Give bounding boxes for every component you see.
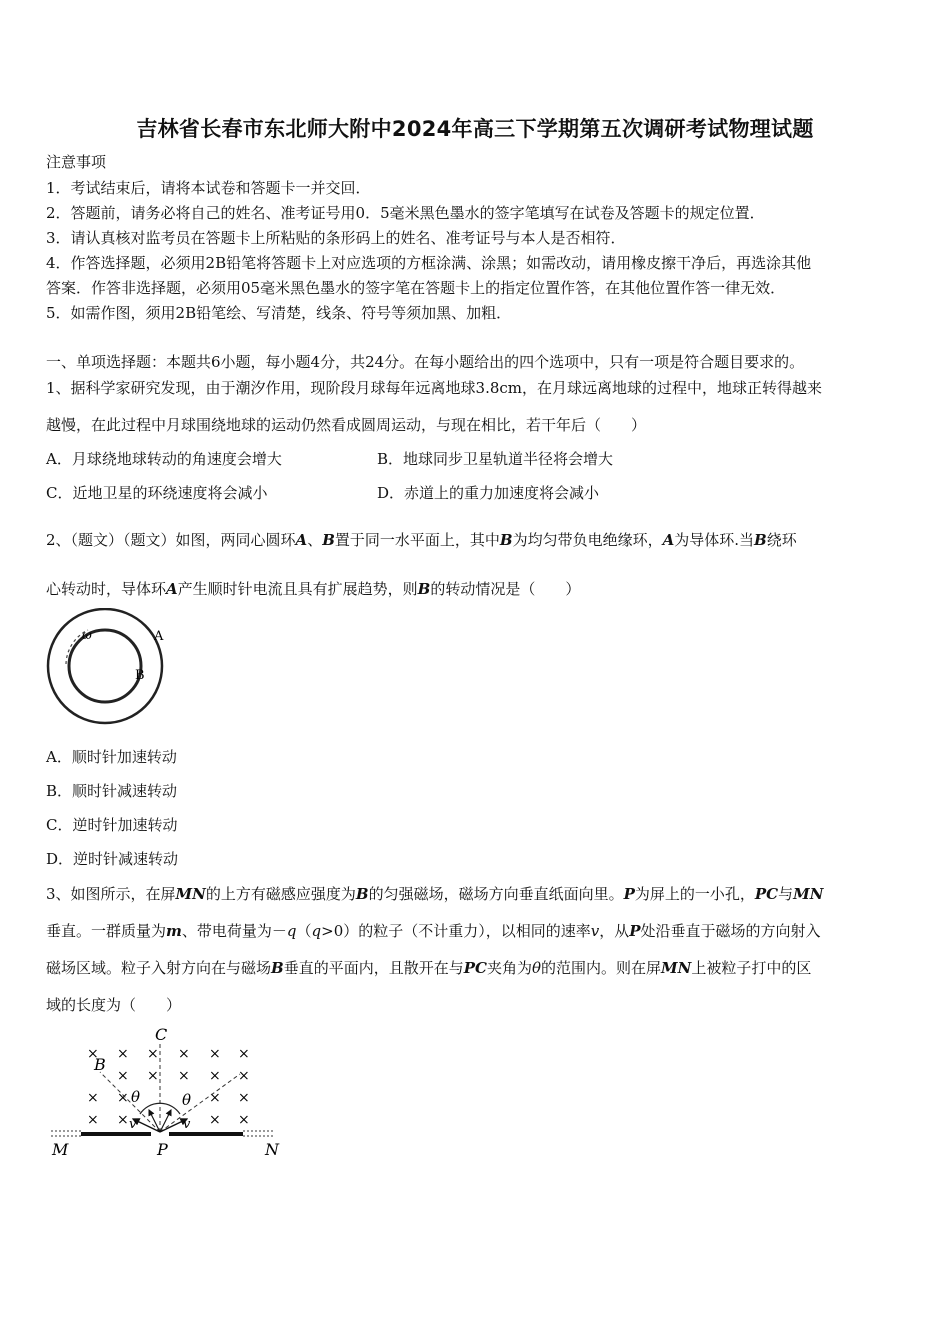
field-cross: × — [238, 1068, 250, 1084]
q3-stem-line4: 域的长度为（ ） — [46, 996, 182, 1014]
label-v-right: v — [183, 1117, 191, 1132]
q1-option-d[interactable]: D．赤道上的重力加速度将会减小 — [377, 484, 600, 502]
q3-stem-line2: 垂直。一群质量为m、带电荷量为－q（q>0）的粒子（不计重力），以相同的速率v，从P处沿垂直于磁场的方向射入 — [46, 922, 821, 940]
notice-item: 4．作答选择题，必须用2B铅笔将答题卡上对应选项的方框涂满、涂黑；如需改动，请用橡皮擦干净后，再选涂其他 — [46, 254, 812, 272]
q3-magnetic-field-figure — [45, 1022, 290, 1167]
field-cross: × — [238, 1090, 250, 1106]
field-cross: × — [117, 1046, 129, 1062]
notice-item: 3．请认真核对监考员在答题卡上所粘贴的条形码上的姓名、准考证号与本人是否相符． — [46, 229, 626, 247]
page-title: 吉林省长春市东北师大附中2024年高三下学期第五次调研考试物理试题 — [136, 117, 814, 141]
field-cross: × — [238, 1112, 250, 1128]
q2-stem-line2: 心转动时，导体环A产生顺时针电流且具有扩展趋势，则B的转动情况是（ ） — [46, 580, 581, 598]
field-cross: × — [209, 1090, 221, 1106]
q1-option-a[interactable]: A．月球绕地球转动的角速度会增大 — [46, 450, 282, 468]
q2-stem-line1: 2、（题文）（题文）如图，两同心圆环A、B置于同一水平面上，其中B为均匀带负电绝缘环，A为导体环.当B绕环 — [46, 531, 797, 549]
q2-rings-figure — [40, 608, 175, 728]
q1-stem-line2: 越慢，在此过程中月球围绕地球的运动仍然看成圆周运动，与现在相比，若干年后（ ） — [46, 416, 647, 434]
label-b: B — [94, 1055, 106, 1074]
notice-heading: 注意事项 — [46, 153, 107, 171]
velocity-arrow-left — [133, 1119, 160, 1132]
notice-item: 2．答题前，请务必将自己的姓名、准考证号用0．5毫米黑色墨水的签字笔填写在试卷及答题卡的规定位置． — [46, 204, 765, 222]
ring-a — [48, 609, 162, 723]
label-c: C — [155, 1025, 168, 1044]
q3-stem-line1: 3、如图所示，在屏MN的上方有磁感应强度为B的匀强磁场，磁场方向垂直纸面向里。P为屏上的一小孔，PC与MN — [46, 885, 824, 903]
q3-stem-line3: 磁场区域。粒子入射方向在与磁场B垂直的平面内，且散开在与PC夹角为θ的范围内。则在屏MN上被粒子打中的区 — [46, 959, 812, 977]
q1-option-b[interactable]: B．地球同步卫星轨道半径将会增大 — [377, 450, 614, 468]
field-cross: × — [117, 1090, 129, 1106]
ring-b — [69, 630, 141, 702]
field-cross: × — [87, 1112, 99, 1128]
omega-label: ω — [82, 628, 92, 642]
field-cross: × — [209, 1112, 221, 1128]
label-theta-right: θ — [182, 1091, 192, 1109]
label-m: M — [52, 1140, 69, 1159]
field-cross: × — [178, 1046, 190, 1062]
field-cross: × — [209, 1068, 221, 1084]
q1-choice-row-2 — [46, 482, 600, 503]
field-cross: × — [238, 1046, 250, 1062]
q2-option-a[interactable]: A．顺时针加速转动 — [46, 748, 177, 766]
field-cross: × — [147, 1068, 159, 1084]
label-b: B — [135, 668, 145, 683]
field-cross: × — [117, 1068, 129, 1084]
label-a: A — [154, 629, 164, 644]
q1-stem-line1: 1、据科学家研究发现，由于潮汐作用，现阶段月球每年远离地球3.8cm，在月球远离地球的过程中，地球正转得越来 — [46, 379, 823, 397]
field-cross: × — [209, 1046, 221, 1062]
label-theta-left: θ — [131, 1088, 141, 1106]
field-cross: × — [87, 1046, 99, 1062]
q2-option-c[interactable]: C．逆时针加速转动 — [46, 816, 178, 834]
q2-option-d[interactable]: D．逆时针减速转动 — [46, 850, 179, 868]
notice-item: 1．考试结束后，请将本试卷和答题卡一并交回． — [46, 179, 371, 197]
label-v-left: v — [129, 1117, 137, 1132]
q2-option-b[interactable]: B．顺时针减速转动 — [46, 782, 178, 800]
field-cross: × — [87, 1090, 99, 1106]
field-cross: × — [147, 1046, 159, 1062]
notice-item: 答案．作答非选择题，必须用05毫米黑色墨水的签字笔在答题卡上的指定位置作答，在其他位置作答一律无效． — [46, 279, 786, 297]
q1-option-c[interactable]: C．近地卫星的环绕速度将会减小 — [46, 484, 268, 502]
boundary-ray-right — [160, 1074, 240, 1132]
label-n: N — [265, 1140, 279, 1159]
field-cross: × — [178, 1068, 190, 1084]
section-header: 一、单项选择题：本题共6小题，每小题4分，共24分。在每小题给出的四个选项中，只有一项是符合题目要求的。 — [46, 353, 805, 371]
notice-item: 5．如需作图，须用2B铅笔绘、写清楚，线条、符号等须加黑、加粗． — [46, 304, 512, 322]
q1-choice-row-1 — [46, 448, 614, 469]
field-cross: × — [117, 1112, 129, 1128]
label-p: P — [157, 1140, 168, 1159]
